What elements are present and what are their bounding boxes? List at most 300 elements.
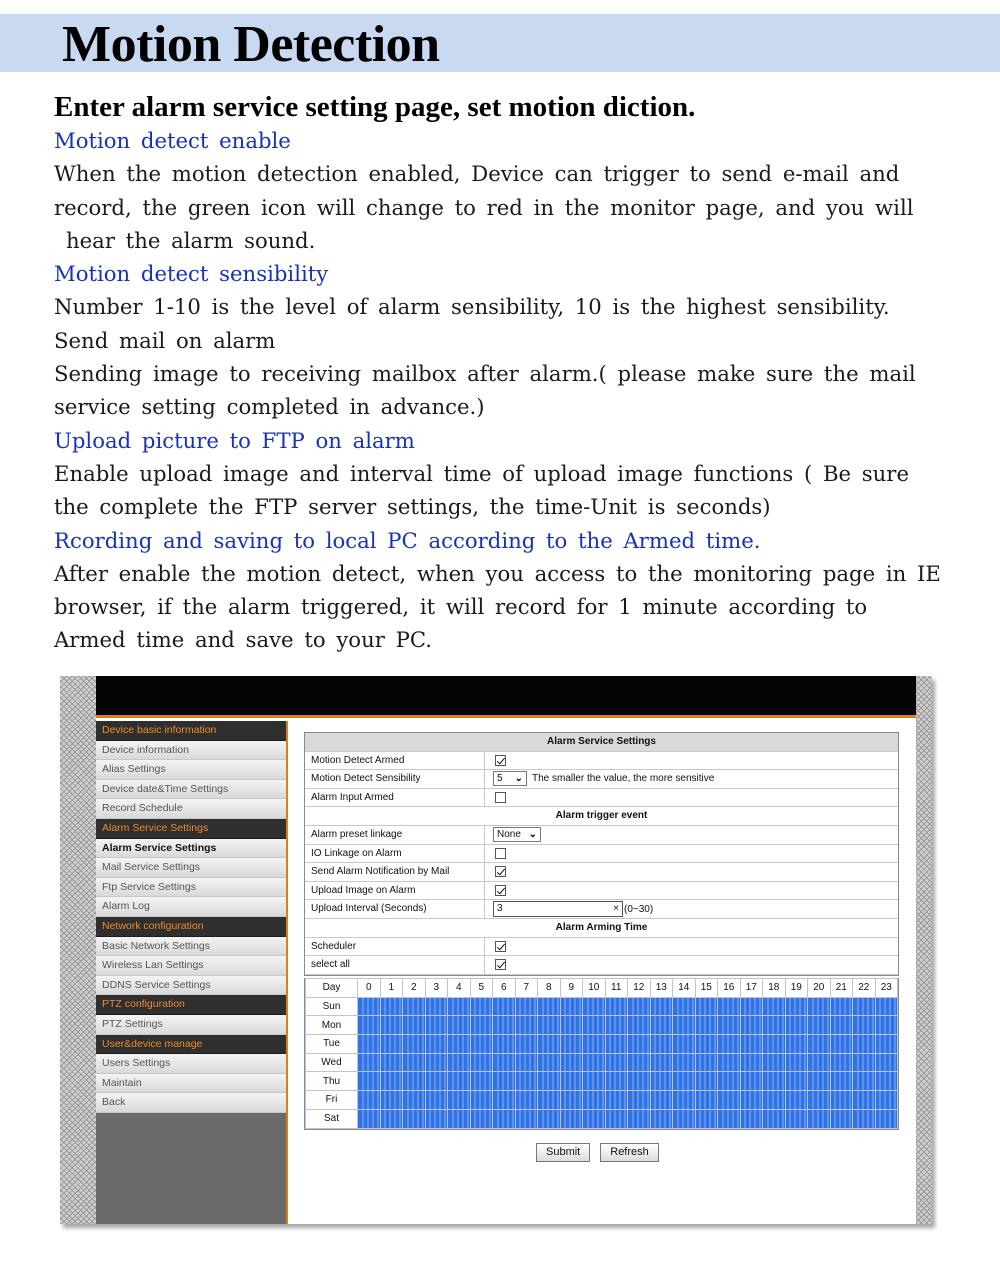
- schedule-slot[interactable]: [695, 1035, 718, 1054]
- schedule-slot[interactable]: [740, 1109, 763, 1128]
- schedule-slot[interactable]: [515, 1035, 538, 1054]
- schedule-slot[interactable]: [448, 1072, 471, 1091]
- section-heading: Motion detect enable: [54, 128, 291, 153]
- settings-row: [305, 789, 898, 808]
- schedule-slot[interactable]: [470, 1109, 493, 1128]
- schedule-slot[interactable]: [628, 1035, 651, 1054]
- setting-checkbox[interactable]: [495, 755, 506, 766]
- title-band: [0, 14, 1000, 72]
- day-label: Sat: [306, 1109, 358, 1128]
- schedule-slot[interactable]: [380, 1035, 403, 1054]
- chevron-down-icon: ⌄: [514, 773, 523, 785]
- schedule-slot[interactable]: [695, 1053, 718, 1072]
- schedule-slot[interactable]: [358, 1053, 381, 1072]
- schedule-slot[interactable]: [853, 1035, 876, 1054]
- sidebar-item[interactable]: Device date&Time Settings: [96, 780, 286, 800]
- setting-label: Send Alarm Notification by Mail: [305, 863, 485, 881]
- schedule-slot[interactable]: [875, 997, 898, 1016]
- sidebar-item[interactable]: Basic Network Settings: [96, 937, 286, 957]
- schedule-row: [306, 1109, 898, 1128]
- hour-header: 1: [380, 979, 403, 998]
- select-value: 5: [497, 773, 503, 785]
- schedule-slot[interactable]: [695, 997, 718, 1016]
- setting-label: Motion Detect Armed: [305, 752, 485, 770]
- hour-header: 10: [583, 979, 606, 998]
- schedule-slot[interactable]: [830, 1053, 853, 1072]
- paragraph-line: Send mail on alarm: [54, 327, 276, 353]
- sidebar-group-header: PTZ configuration: [96, 995, 286, 1015]
- setting-label: Upload Interval (Seconds): [305, 900, 485, 918]
- schedule-slot[interactable]: [380, 997, 403, 1016]
- settings-row: [305, 956, 898, 975]
- settings-row: [305, 752, 898, 771]
- paragraph-line: After enable the motion detect, when you access to the monitoring page in IE: [54, 560, 941, 586]
- paragraph-line: When the motion detection enabled, Device can trigger to send e-mail and: [54, 161, 900, 187]
- submit-button[interactable]: Submit: [536, 1143, 590, 1162]
- schedule-slot[interactable]: [583, 1053, 606, 1072]
- sidebar-item[interactable]: Wireless Lan Settings: [96, 956, 286, 976]
- setting-checkbox[interactable]: [495, 959, 506, 970]
- upload-interval-input[interactable]: [493, 901, 623, 917]
- schedule-slot[interactable]: [628, 1016, 651, 1035]
- schedule-slot[interactable]: [605, 1035, 628, 1054]
- hour-header: 14: [673, 979, 696, 998]
- schedule-slot[interactable]: [808, 1035, 831, 1054]
- hour-header: 8: [538, 979, 561, 998]
- schedule-slot[interactable]: [808, 1072, 831, 1091]
- day-label: Wed: [306, 1053, 358, 1072]
- sidebar-item[interactable]: PTZ Settings: [96, 1015, 286, 1035]
- paragraph-line: hear the alarm sound.: [66, 227, 316, 253]
- schedule-slot[interactable]: [808, 1109, 831, 1128]
- sidebar-item[interactable]: Back: [96, 1093, 286, 1113]
- schedule-slot[interactable]: [740, 1091, 763, 1110]
- schedule-slot[interactable]: [493, 1091, 516, 1110]
- schedule-slot[interactable]: [448, 997, 471, 1016]
- schedule-slot[interactable]: [493, 1109, 516, 1128]
- schedule-slot[interactable]: [493, 1035, 516, 1054]
- schedule-slot[interactable]: [515, 1053, 538, 1072]
- select-value: None: [497, 829, 521, 841]
- hour-header: 18: [763, 979, 786, 998]
- setting-select[interactable]: [493, 827, 541, 842]
- subheading: Enter alarm service setting page, set motion diction.: [54, 91, 696, 123]
- schedule-slot[interactable]: [425, 1072, 448, 1091]
- hour-header: 7: [515, 979, 538, 998]
- schedule-slot[interactable]: [493, 1053, 516, 1072]
- schedule-slot[interactable]: [560, 1091, 583, 1110]
- schedule-slot[interactable]: [830, 1035, 853, 1054]
- schedule-slot[interactable]: [358, 1072, 381, 1091]
- day-label: Thu: [306, 1072, 358, 1091]
- schedule-slot[interactable]: [560, 1109, 583, 1128]
- schedule-slot[interactable]: [515, 1016, 538, 1035]
- schedule-slot[interactable]: [628, 1109, 651, 1128]
- section-heading: Rcording and saving to local PC according to the Armed time.: [54, 527, 761, 553]
- settings-row: [305, 770, 898, 789]
- top-banner: [96, 676, 916, 718]
- hour-header: 12: [628, 979, 651, 998]
- schedule-row: [306, 1035, 898, 1054]
- schedule-slot[interactable]: [875, 1053, 898, 1072]
- page-title: Motion Detection: [62, 16, 440, 73]
- schedule-slot[interactable]: [470, 1091, 493, 1110]
- schedule-slot[interactable]: [380, 1091, 403, 1110]
- sidebar-group-header: Alarm Service Settings: [96, 819, 286, 839]
- hour-header: 4: [448, 979, 471, 998]
- day-label: Sun: [306, 997, 358, 1016]
- paragraph-line: the complete the FTP server settings, the time-Unit is seconds): [54, 494, 771, 520]
- schedule-slot[interactable]: [830, 1091, 853, 1110]
- schedule-slot[interactable]: [673, 1091, 696, 1110]
- schedule-slot[interactable]: [403, 1035, 426, 1054]
- schedule-slot[interactable]: [583, 1016, 606, 1035]
- schedule-slot[interactable]: [583, 1109, 606, 1128]
- setting-label: Motion Detect Sensibility: [305, 770, 485, 788]
- schedule-slot[interactable]: [605, 997, 628, 1016]
- schedule-slot[interactable]: [538, 1016, 561, 1035]
- schedule-slot[interactable]: [650, 1053, 673, 1072]
- schedule-row: [306, 1016, 898, 1035]
- settings-header: Alarm Service Settings: [305, 733, 898, 752]
- sidebar-item[interactable]: Alarm Log: [96, 897, 286, 917]
- setting-label: IO Linkage on Alarm: [305, 845, 485, 863]
- settings-row: [305, 882, 898, 901]
- schedule-row: [306, 1091, 898, 1110]
- schedule-slot[interactable]: [785, 1016, 808, 1035]
- schedule-slot[interactable]: [740, 1035, 763, 1054]
- schedule-slot[interactable]: [470, 1072, 493, 1091]
- schedule-slot[interactable]: [448, 1035, 471, 1054]
- alarm-settings-table: [304, 732, 899, 976]
- schedule-slot[interactable]: [650, 1072, 673, 1091]
- schedule-slot[interactable]: [538, 1091, 561, 1110]
- paragraph-line: record, the green icon will change to red in the monitor page, and you will: [54, 194, 914, 220]
- sidebar-item[interactable]: Alias Settings: [96, 760, 286, 780]
- schedule-slot[interactable]: [740, 1053, 763, 1072]
- settings-row: [305, 938, 898, 957]
- schedule-slot[interactable]: [470, 1053, 493, 1072]
- hour-header: 11: [605, 979, 628, 998]
- schedule-slot[interactable]: [673, 997, 696, 1016]
- setting-label: Alarm Input Armed: [305, 789, 485, 807]
- schedule-slot[interactable]: [538, 1035, 561, 1054]
- schedule-slot[interactable]: [380, 1016, 403, 1035]
- hour-header: 21: [830, 979, 853, 998]
- schedule-slot[interactable]: [358, 1091, 381, 1110]
- schedule-slot[interactable]: [403, 1072, 426, 1091]
- hour-header: 6: [493, 979, 516, 998]
- schedule-slot[interactable]: [650, 997, 673, 1016]
- hour-header: 23: [875, 979, 898, 998]
- button-bar: [536, 1143, 659, 1162]
- sidebar-item[interactable]: Alarm Service Settings: [96, 839, 286, 859]
- schedule-slot[interactable]: [718, 1109, 741, 1128]
- schedule-slot[interactable]: [515, 1109, 538, 1128]
- hour-header: 3: [425, 979, 448, 998]
- schedule-row: [306, 1053, 898, 1072]
- schedule-slot[interactable]: [785, 1053, 808, 1072]
- day-label: Fri: [306, 1091, 358, 1110]
- schedule-slot[interactable]: [853, 1072, 876, 1091]
- schedule-slot[interactable]: [830, 1016, 853, 1035]
- schedule-slot[interactable]: [718, 1072, 741, 1091]
- setting-label: Scheduler: [305, 938, 485, 956]
- schedule-slot[interactable]: [830, 1109, 853, 1128]
- sidebar-item[interactable]: Device information: [96, 741, 286, 761]
- hour-header: 5: [470, 979, 493, 998]
- schedule-slot[interactable]: [448, 1016, 471, 1035]
- clear-icon[interactable]: ×: [613, 903, 619, 915]
- input-value: 3: [497, 903, 503, 915]
- schedule-slot[interactable]: [763, 1109, 786, 1128]
- schedule-slot[interactable]: [785, 1091, 808, 1110]
- paragraph-list: [54, 124, 994, 657]
- hour-header: 13: [650, 979, 673, 998]
- schedule-slot[interactable]: [785, 997, 808, 1016]
- schedule-slot[interactable]: [425, 1053, 448, 1072]
- schedule-slot[interactable]: [808, 1053, 831, 1072]
- hour-header: 2: [403, 979, 426, 998]
- schedule-slot[interactable]: [583, 997, 606, 1016]
- sidebar-item[interactable]: Users Settings: [96, 1054, 286, 1074]
- schedule-slot[interactable]: [695, 1072, 718, 1091]
- schedule-slot[interactable]: [605, 1053, 628, 1072]
- setting-select[interactable]: [493, 771, 527, 786]
- sidebar-item[interactable]: Maintain: [96, 1074, 286, 1094]
- schedule-slot[interactable]: [425, 997, 448, 1016]
- schedule-slot[interactable]: [493, 997, 516, 1016]
- schedule-slot[interactable]: [853, 1053, 876, 1072]
- day-header: Day: [306, 979, 358, 998]
- schedule-slot[interactable]: [605, 1091, 628, 1110]
- settings-row: [305, 900, 898, 919]
- schedule-slot[interactable]: [740, 997, 763, 1016]
- schedule-slot[interactable]: [853, 1091, 876, 1110]
- setting-checkbox[interactable]: [495, 848, 506, 859]
- paragraph-line: Enable upload image and interval time of upload image functions ( Be sure: [54, 460, 909, 486]
- settings-row: [305, 863, 898, 882]
- schedule-slot[interactable]: [695, 1091, 718, 1110]
- setting-note: The smaller the value, the more sensitive: [532, 773, 715, 785]
- schedule-slot[interactable]: [763, 1016, 786, 1035]
- schedule-slot[interactable]: [763, 1035, 786, 1054]
- hour-header: 9: [560, 979, 583, 998]
- schedule-slot[interactable]: [605, 1072, 628, 1091]
- arming-time-header: Alarm Arming Time: [305, 919, 898, 938]
- schedule-slot[interactable]: [785, 1035, 808, 1054]
- schedule-slot[interactable]: [470, 997, 493, 1016]
- schedule-slot[interactable]: [740, 1072, 763, 1091]
- schedule-slot[interactable]: [785, 1072, 808, 1091]
- paragraph-line: service setting completed in advance.): [54, 394, 485, 420]
- schedule-slot[interactable]: [470, 1016, 493, 1035]
- schedule-row: [306, 1072, 898, 1091]
- schedule-slot[interactable]: [875, 1016, 898, 1035]
- schedule-slot[interactable]: [763, 1091, 786, 1110]
- schedule-header-row: [306, 979, 898, 998]
- paragraph-line: Number 1-10 is the level of alarm sensibility, 10 is the highest sensibility.: [54, 294, 890, 320]
- schedule-slot[interactable]: [740, 1016, 763, 1035]
- schedule-slot[interactable]: [448, 1109, 471, 1128]
- setting-checkbox[interactable]: [495, 941, 506, 952]
- schedule-slot[interactable]: [695, 1109, 718, 1128]
- schedule-slot[interactable]: [515, 1072, 538, 1091]
- schedule-slot[interactable]: [875, 1091, 898, 1110]
- hour-header: 20: [808, 979, 831, 998]
- schedule-slot[interactable]: [673, 1016, 696, 1035]
- sidebar: [96, 721, 286, 1224]
- settings-row: [305, 845, 898, 864]
- hour-header: 19: [785, 979, 808, 998]
- hour-header: 16: [718, 979, 741, 998]
- schedule-slot[interactable]: [718, 1091, 741, 1110]
- schedule-slot[interactable]: [718, 1035, 741, 1054]
- schedule-slot[interactable]: [583, 1035, 606, 1054]
- ui-screenshot: [60, 676, 932, 1224]
- section-heading: Motion detect sensibility: [54, 261, 329, 287]
- schedule-slot[interactable]: [763, 997, 786, 1016]
- setting-checkbox[interactable]: [495, 792, 506, 803]
- setting-label: select all: [305, 956, 485, 974]
- schedule-slot[interactable]: [403, 1091, 426, 1110]
- document-body: [54, 90, 994, 657]
- setting-checkbox[interactable]: [495, 885, 506, 896]
- schedule-slot[interactable]: [718, 997, 741, 1016]
- schedule-slot[interactable]: [380, 1053, 403, 1072]
- hatch-border-right: [916, 676, 932, 1224]
- schedule-slot[interactable]: [560, 1016, 583, 1035]
- schedule-slot[interactable]: [560, 1035, 583, 1054]
- schedule-slot[interactable]: [425, 1016, 448, 1035]
- schedule-slot[interactable]: [853, 1016, 876, 1035]
- schedule-slot[interactable]: [605, 1109, 628, 1128]
- schedule-slot[interactable]: [650, 1091, 673, 1110]
- schedule-slot[interactable]: [875, 1072, 898, 1091]
- sidebar-item[interactable]: DDNS Service Settings: [96, 976, 286, 996]
- hatch-border-left: [60, 676, 96, 1224]
- schedule-slot[interactable]: [358, 997, 381, 1016]
- schedule-slot[interactable]: [830, 1072, 853, 1091]
- schedule-slot[interactable]: [673, 1053, 696, 1072]
- schedule-slot[interactable]: [425, 1109, 448, 1128]
- setting-label: Alarm preset linkage: [305, 826, 485, 844]
- schedule-slot[interactable]: [380, 1072, 403, 1091]
- section-heading: Upload picture to FTP on alarm: [54, 427, 415, 453]
- schedule-slot[interactable]: [673, 1109, 696, 1128]
- schedule-slot[interactable]: [650, 1109, 673, 1128]
- schedule-slot[interactable]: [808, 1016, 831, 1035]
- schedule-slot[interactable]: [875, 1109, 898, 1128]
- setting-note: (0~30): [624, 903, 654, 915]
- sidebar-item[interactable]: Mail Service Settings: [96, 858, 286, 878]
- schedule-slot[interactable]: [515, 1091, 538, 1110]
- setting-checkbox[interactable]: [495, 866, 506, 877]
- schedule-slot[interactable]: [538, 997, 561, 1016]
- schedule-slot[interactable]: [403, 1053, 426, 1072]
- paragraph-line: Armed time and save to your PC.: [54, 627, 433, 653]
- day-label: Tue: [306, 1035, 358, 1054]
- schedule-grid: [304, 978, 899, 1130]
- schedule-slot[interactable]: [560, 1053, 583, 1072]
- schedule-slot[interactable]: [785, 1109, 808, 1128]
- schedule-slot[interactable]: [515, 997, 538, 1016]
- schedule-slot[interactable]: [403, 997, 426, 1016]
- schedule-slot[interactable]: [448, 1053, 471, 1072]
- schedule-slot[interactable]: [628, 1053, 651, 1072]
- schedule-slot[interactable]: [358, 1109, 381, 1128]
- hour-header: 22: [853, 979, 876, 998]
- day-label: Mon: [306, 1016, 358, 1035]
- schedule-slot[interactable]: [425, 1035, 448, 1054]
- schedule-slot[interactable]: [448, 1091, 471, 1110]
- schedule-slot[interactable]: [853, 1109, 876, 1128]
- schedule-slot[interactable]: [830, 997, 853, 1016]
- paragraph-line: Sending image to receiving mailbox after alarm.( please make sure the mail: [54, 361, 916, 387]
- schedule-slot[interactable]: [560, 1072, 583, 1091]
- paragraph-line: browser, if the alarm triggered, it will record for 1 minute according to: [54, 594, 868, 620]
- trigger-event-header: Alarm trigger event: [305, 807, 898, 826]
- sidebar-group-header: Device basic information: [96, 721, 286, 741]
- schedule-slot[interactable]: [808, 1091, 831, 1110]
- schedule-slot[interactable]: [718, 1053, 741, 1072]
- hour-header: 17: [740, 979, 763, 998]
- refresh-button[interactable]: Refresh: [600, 1143, 659, 1162]
- setting-label: Upload Image on Alarm: [305, 882, 485, 900]
- schedule-slot[interactable]: [583, 1091, 606, 1110]
- schedule-slot[interactable]: [470, 1035, 493, 1054]
- settings-row: [305, 826, 898, 845]
- schedule-slot[interactable]: [650, 1016, 673, 1035]
- chevron-down-icon: ⌄: [528, 829, 537, 841]
- schedule-slot[interactable]: [538, 1053, 561, 1072]
- schedule-slot[interactable]: [358, 1016, 381, 1035]
- schedule-slot[interactable]: [358, 1035, 381, 1054]
- schedule-slot[interactable]: [628, 1072, 651, 1091]
- schedule-slot[interactable]: [808, 997, 831, 1016]
- sidebar-item[interactable]: Ftp Service Settings: [96, 878, 286, 898]
- schedule-row: [306, 997, 898, 1016]
- schedule-slot[interactable]: [560, 997, 583, 1016]
- hour-header: 15: [695, 979, 718, 998]
- sidebar-item[interactable]: Record Schedule: [96, 799, 286, 819]
- schedule-slot[interactable]: [628, 997, 651, 1016]
- sidebar-group-header: User&device manage: [96, 1035, 286, 1055]
- schedule-slot[interactable]: [538, 1109, 561, 1128]
- hour-header: 0: [358, 979, 381, 998]
- schedule-slot[interactable]: [718, 1016, 741, 1035]
- schedule-slot[interactable]: [673, 1035, 696, 1054]
- schedule-slot[interactable]: [403, 1016, 426, 1035]
- schedule-slot[interactable]: [583, 1072, 606, 1091]
- schedule-slot[interactable]: [425, 1091, 448, 1110]
- schedule-slot[interactable]: [628, 1091, 651, 1110]
- schedule-slot[interactable]: [875, 1035, 898, 1054]
- schedule-slot[interactable]: [763, 1072, 786, 1091]
- schedule-slot[interactable]: [650, 1035, 673, 1054]
- schedule-slot[interactable]: [763, 1053, 786, 1072]
- schedule-slot[interactable]: [403, 1109, 426, 1128]
- schedule-slot[interactable]: [380, 1109, 403, 1128]
- schedule-slot[interactable]: [493, 1072, 516, 1091]
- schedule-slot[interactable]: [853, 997, 876, 1016]
- schedule-slot[interactable]: [493, 1016, 516, 1035]
- schedule-slot[interactable]: [673, 1072, 696, 1091]
- schedule-slot[interactable]: [538, 1072, 561, 1091]
- sidebar-group-header: Network configuration: [96, 917, 286, 937]
- schedule-slot[interactable]: [605, 1016, 628, 1035]
- schedule-slot[interactable]: [695, 1016, 718, 1035]
